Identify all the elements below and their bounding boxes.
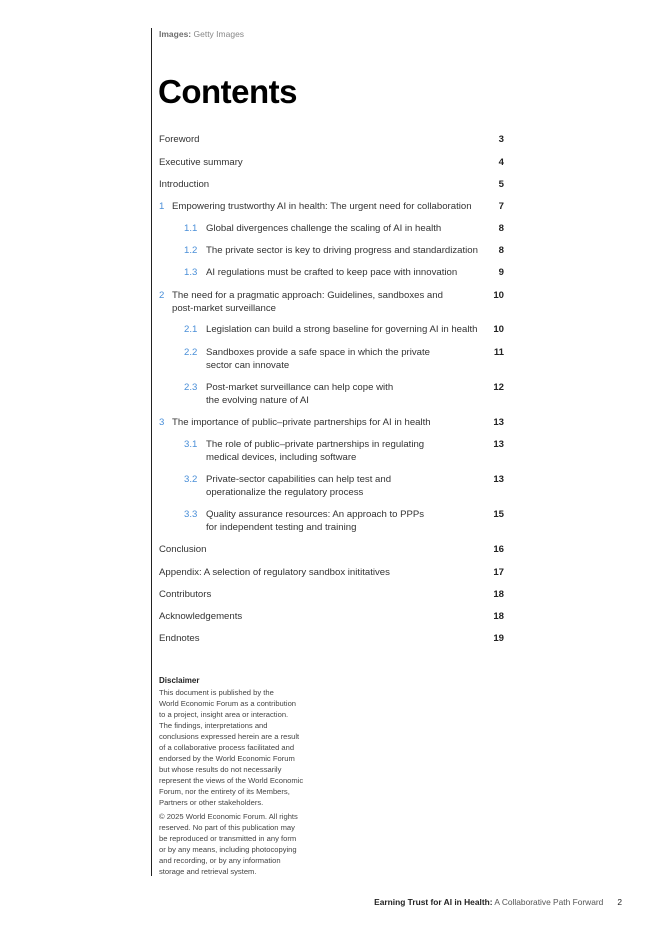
toc-entry-title: Executive summary bbox=[159, 157, 243, 168]
toc-entry-title: Endnotes bbox=[159, 633, 200, 644]
footer-title-bold: Earning Trust for AI in Health: bbox=[374, 897, 493, 907]
toc-entry-title: Foreword bbox=[159, 134, 200, 145]
toc-entry-title: The importance of public–private partnerships for AI in health bbox=[172, 417, 431, 428]
toc-entry-page: 8 bbox=[498, 245, 504, 256]
toc-entry-page: 11 bbox=[493, 347, 504, 358]
toc-entry-page: 10 bbox=[493, 290, 504, 301]
image-credit-value: Getty Images bbox=[193, 29, 245, 39]
toc-entry-page: 3 bbox=[498, 134, 504, 145]
toc-entry-title: The role of public–private partnerships in regulating medical devices, including software bbox=[206, 439, 425, 463]
image-credit bbox=[159, 29, 244, 39]
disclaimer-heading: Disclaimer bbox=[159, 676, 200, 685]
toc-entry-number: 1.3 bbox=[184, 267, 198, 278]
toc-entry-title: Introduction bbox=[159, 179, 210, 190]
toc-entry-title: Appendix: A selection of regulatory sandbox inititatives bbox=[159, 567, 390, 578]
toc-entry-title: Private-sector capabilities can help test and operationalize the regulatory process bbox=[206, 474, 392, 498]
toc-entry-title: Acknowledgements bbox=[159, 611, 243, 622]
toc-entry-title: AI regulations must be crafted to keep pace with innovation bbox=[206, 267, 458, 278]
toc-entry-number: 1.2 bbox=[184, 245, 198, 256]
toc-entry-page: 13 bbox=[493, 439, 504, 450]
footer-title-rest: A Collaborative Path Forward bbox=[494, 897, 604, 907]
toc-entry-number: 3.3 bbox=[184, 509, 198, 520]
toc-entry-title: Quality assurance resources: An approach to PPPs for independent testing and training bbox=[206, 509, 425, 533]
toc-entry-page: 13 bbox=[493, 417, 504, 428]
page-footer bbox=[374, 897, 622, 907]
toc-entry-number: 3.1 bbox=[184, 439, 198, 450]
image-credit-label: Images: bbox=[159, 29, 192, 39]
page-title: Contents bbox=[158, 73, 297, 110]
toc-entry-number: 3 bbox=[159, 417, 165, 428]
toc-entry-title: The need for a pragmatic approach: Guidelines, sandboxes and post-market surveillance bbox=[172, 290, 443, 314]
toc-entry-number: 2.2 bbox=[184, 347, 198, 358]
toc-entry-page: 4 bbox=[498, 157, 504, 168]
toc-entry-page: 9 bbox=[498, 267, 504, 278]
toc-entry-page: 17 bbox=[493, 567, 504, 578]
toc-entry-page: 15 bbox=[493, 509, 504, 520]
toc-entry-page: 10 bbox=[493, 324, 504, 335]
toc-entry-number: 2.1 bbox=[184, 324, 198, 335]
toc-entry-title: Empowering trustworthy AI in health: The urgent need for collaboration bbox=[172, 201, 472, 212]
toc-entry-page: 8 bbox=[498, 223, 504, 234]
toc-entry-title: The private sector is key to driving progress and standardization bbox=[206, 245, 478, 256]
toc-entry-page: 18 bbox=[493, 611, 504, 622]
toc-entry-page: 13 bbox=[493, 474, 504, 485]
toc-entry-page: 19 bbox=[493, 633, 504, 644]
disclaimer-body: This document is published by the World Economic Forum as a contribution to a project, insight area or interaction. The findings, interpretations and conclusions expressed herein are a result of a collaborative process facilitated and endorsed by the World Economic Forum but whose results do not necessarily represent the views of the World Economic Forum, nor the entirety of its Members, Partners or other stakeholders. bbox=[159, 688, 304, 807]
toc-entry-number: 3.2 bbox=[184, 474, 198, 485]
toc-entry-title: Conclusion bbox=[159, 544, 207, 555]
toc-entry-title: Legislation can build a strong baseline for governing AI in health bbox=[206, 324, 478, 335]
toc-entry-title: Global divergences challenge the scaling of AI in health bbox=[206, 223, 442, 234]
toc-entry-page: 7 bbox=[498, 201, 504, 212]
footer-page-number: 2 bbox=[617, 897, 622, 907]
margin-rule bbox=[151, 28, 152, 876]
disclaimer bbox=[159, 675, 319, 880]
disclaimer-copyright: © 2025 World Economic Forum. All rights reserved. No part of this publication may be reproduced or transmitted in any form or by any means, including photocopying and recording, or by any information storage and retrieval system. bbox=[159, 812, 298, 876]
toc-entry-page: 16 bbox=[493, 544, 504, 555]
toc-entry-number: 1 bbox=[159, 201, 165, 212]
toc-entry-title: Contributors bbox=[159, 589, 212, 600]
toc-entry-page: 12 bbox=[493, 382, 504, 393]
toc-entry-page: 18 bbox=[493, 589, 504, 600]
toc-entry-number: 2 bbox=[159, 290, 165, 301]
toc-entry-number: 1.1 bbox=[184, 223, 198, 234]
toc-entry-title: Sandboxes provide a safe space in which the private sector can innovate bbox=[206, 347, 430, 371]
toc-entry-title: Post-market surveillance can help cope with the evolving nature of AI bbox=[206, 382, 394, 406]
toc-entry-page: 5 bbox=[498, 179, 504, 190]
toc-entry-number: 2.3 bbox=[184, 382, 198, 393]
